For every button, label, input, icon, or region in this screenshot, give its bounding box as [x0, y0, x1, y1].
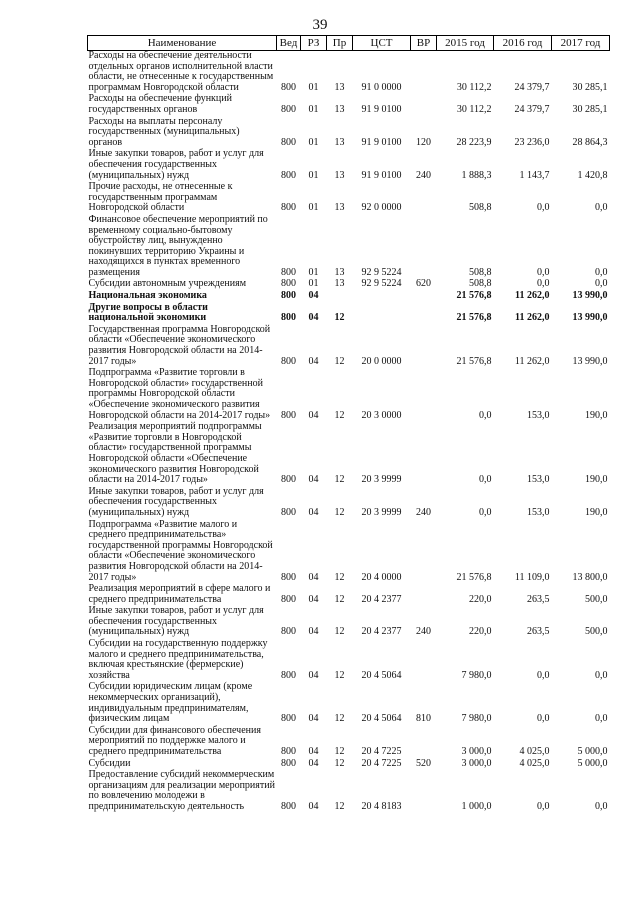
- row-pr: 12: [334, 506, 345, 518]
- page-number: 39: [312, 17, 328, 33]
- row-pr: 13: [334, 136, 345, 148]
- row-ved: 800: [281, 669, 296, 681]
- row-rz: 04: [308, 312, 319, 324]
- row-cst: 20 0 0000: [361, 355, 402, 367]
- col-header-pr: Пр: [327, 36, 353, 51]
- row-amount-2017: 0,0: [595, 800, 608, 812]
- row-amount-2017: 190,0: [585, 474, 608, 486]
- row-vr: 620: [416, 278, 431, 290]
- table-row: [88, 117, 610, 150]
- table-row: [88, 584, 610, 606]
- row-vr: [411, 368, 437, 422]
- row-name: Иные закупки товаров, работ и услуг для обеспечения государственных (муниципальных) нужд: [88, 148, 264, 181]
- row-rz: 01: [308, 278, 319, 290]
- row-amount-2015: 21 576,8: [456, 355, 492, 367]
- row-amount-2016: 153,0: [527, 506, 550, 518]
- row-cst: 91 0 0000: [361, 81, 402, 93]
- row-amount-2017: 190,0: [585, 409, 608, 421]
- row-amount-2015: 21 576,8: [456, 312, 492, 324]
- row-vr: 240: [416, 506, 431, 518]
- row-ved: 800: [281, 169, 296, 181]
- row-rz: 01: [308, 169, 319, 181]
- row-ved: 800: [281, 571, 296, 583]
- row-rz: 01: [308, 202, 319, 214]
- row-ved: 800: [281, 757, 296, 769]
- row-ved: 800: [281, 800, 296, 812]
- row-amount-2017: 0,0: [595, 669, 608, 681]
- row-pr: 12: [334, 593, 345, 605]
- row-amount-2016: 4 025,0: [519, 757, 550, 769]
- row-ved: 800: [281, 474, 296, 486]
- row-vr: [411, 520, 437, 585]
- row-vr: [411, 215, 437, 280]
- row-amount-2015: 3 000,0: [461, 746, 492, 757]
- row-rz: 01: [308, 266, 319, 278]
- row-amount-2017: 0,0: [595, 713, 608, 725]
- row-pr: 12: [334, 800, 345, 812]
- row-cst: 20 3 0000: [361, 409, 402, 421]
- row-ved: 800: [281, 278, 296, 290]
- row-vr: [411, 325, 437, 368]
- row-cst: 92 0 0000: [361, 202, 402, 214]
- row-vr: [411, 94, 437, 116]
- row-pr: 13: [334, 202, 345, 214]
- table-row: [88, 639, 610, 682]
- row-name: Расходы на обеспечение деятельности отдельных органов исполнительной власти области, не отнесенные к государственным программам Новгородской области: [88, 50, 274, 93]
- row-cst: 20 4 5064: [361, 713, 402, 725]
- row-ved: 800: [281, 81, 296, 93]
- row-rz: 01: [308, 81, 319, 93]
- row-amount-2015: 508,8: [469, 278, 492, 290]
- row-rz: 04: [308, 800, 319, 812]
- row-rz: 04: [308, 713, 319, 725]
- row-name: Реализация мероприятий подпрограммы «Развитие торговли в Новгородской области» государственной программы Новгородской области «Обеспечение экономического развития Новгородской области на 2014-2017 годы»: [88, 421, 262, 486]
- row-vr: [411, 303, 437, 325]
- row-cst: [353, 291, 411, 303]
- row-amount-2015: 1 000,0: [461, 800, 492, 812]
- row-amount-2017: 500,0: [585, 626, 608, 638]
- row-ved: 800: [281, 409, 296, 421]
- row-vr: [411, 182, 437, 215]
- row-rz: 01: [308, 136, 319, 148]
- row-amount-2015: 30 112,2: [456, 81, 492, 93]
- row-amount-2017: 5 000,0: [577, 757, 608, 769]
- row-amount-2016: 23 236,0: [514, 136, 550, 148]
- table-header-row: [88, 36, 610, 51]
- row-ved: 800: [281, 593, 296, 605]
- table-row: [88, 422, 610, 487]
- row-amount-2016: 4 025,0: [519, 746, 550, 757]
- row-ved: 800: [281, 746, 296, 757]
- col-header-2015: 2015 год: [437, 36, 494, 51]
- col-header-2017: 2017 год: [552, 36, 610, 51]
- row-name: Расходы на выплаты персоналу государственных (муниципальных) органов: [88, 115, 240, 148]
- row-amount-2017: 190,0: [585, 506, 608, 518]
- col-header-2016: 2016 год: [494, 36, 552, 51]
- table-row: [88, 51, 610, 95]
- row-amount-2015: 3 000,0: [461, 757, 492, 769]
- table-row: [88, 770, 610, 813]
- row-amount-2016: 11 262,0: [515, 290, 550, 302]
- row-amount-2017: 13 800,0: [572, 571, 608, 583]
- budget-table: [87, 35, 610, 814]
- table-row: [88, 325, 610, 368]
- row-amount-2016: 24 379,7: [514, 103, 550, 115]
- row-amount-2017: 13 990,0: [572, 312, 608, 324]
- row-amount-2017: 30 285,1: [572, 81, 608, 93]
- row-cst: 20 4 8183: [361, 800, 402, 812]
- row-name: Субсидии для финансового обеспечения мероприятий по поддержке малого и среднего предпринимательства: [88, 724, 261, 757]
- row-ved: 800: [281, 713, 296, 725]
- row-amount-2016: 1 143,7: [519, 169, 550, 181]
- row-vr: 120: [416, 136, 431, 148]
- table-row: [88, 682, 610, 725]
- row-amount-2016: 11 109,0: [514, 571, 550, 583]
- row-amount-2015: 21 576,8: [456, 571, 492, 583]
- row-ved: 800: [281, 355, 296, 367]
- row-vr: 240: [416, 626, 431, 638]
- col-header-rz: РЗ: [301, 36, 327, 51]
- row-amount-2016: 0,0: [537, 800, 550, 812]
- row-amount-2015: 220,0: [469, 593, 492, 605]
- table-row: [88, 726, 610, 759]
- row-cst: 92 9 5224: [361, 266, 402, 278]
- row-rz: 04: [308, 746, 319, 757]
- row-ved: 800: [281, 266, 296, 278]
- row-ved: 800: [281, 103, 296, 115]
- col-header-name: Наименование: [88, 36, 277, 51]
- row-vr: [411, 584, 437, 606]
- row-cst: 20 4 7225: [361, 746, 402, 757]
- row-amount-2016: 11 262,0: [514, 355, 550, 367]
- row-pr: 12: [334, 626, 345, 638]
- table-row: [88, 94, 610, 116]
- table-row: [88, 487, 610, 520]
- row-pr: 12: [334, 746, 345, 757]
- row-amount-2017: 0,0: [595, 202, 608, 214]
- row-cst: 20 4 2377: [361, 626, 402, 638]
- row-amount-2015: 7 980,0: [461, 669, 492, 681]
- table-row: [88, 291, 610, 303]
- row-name: Подпрограмма «Развитие малого и среднего предпринимательства» государственной программы Новгородской области «Обеспечение экономического развития Новгородской области на 2014-2017 годы»: [88, 518, 273, 583]
- row-amount-2017: 500,0: [585, 593, 608, 605]
- table-row: [88, 149, 610, 182]
- table-row: [88, 215, 610, 280]
- row-amount-2016: 0,0: [537, 278, 550, 290]
- row-cst: 91 9 0100: [361, 169, 402, 181]
- row-amount-2015: 0,0: [479, 409, 492, 421]
- row-cst: 20 4 2377: [361, 593, 402, 605]
- table-row: [88, 182, 610, 215]
- row-cst: 92 9 5224: [361, 278, 402, 290]
- row-amount-2016: 11 262,0: [515, 312, 550, 324]
- row-amount-2017: 28 864,3: [572, 136, 608, 148]
- row-vr: [411, 291, 437, 303]
- row-rz: 04: [308, 593, 319, 605]
- row-pr: 13: [334, 103, 345, 115]
- row-amount-2016: 263,5: [527, 626, 550, 638]
- row-pr: 12: [334, 409, 345, 421]
- row-cst: 20 4 0000: [361, 571, 402, 583]
- row-name: Прочие расходы, не отнесенные к государственным программам Новгородской области: [88, 181, 233, 214]
- col-header-vr: ВР: [411, 36, 437, 51]
- row-amount-2016: 24 379,7: [514, 81, 550, 93]
- row-amount-2015: 508,8: [469, 266, 492, 278]
- row-ved: 800: [281, 506, 296, 518]
- row-pr: 13: [334, 81, 345, 93]
- row-amount-2015: 30 112,2: [456, 103, 492, 115]
- row-amount-2016: 153,0: [527, 409, 550, 421]
- table-row: [88, 303, 610, 325]
- row-name: Расходы на обеспечение функций государственных органов: [88, 93, 232, 115]
- row-vr: [411, 422, 437, 487]
- row-vr: 520: [416, 757, 431, 769]
- row-name: Субсидии автономным учреждениям: [88, 278, 247, 290]
- row-amount-2016: 0,0: [537, 669, 550, 681]
- row-rz: 04: [308, 571, 319, 583]
- row-amount-2016: 0,0: [537, 266, 550, 278]
- row-rz: 04: [308, 669, 319, 681]
- row-pr: 12: [334, 713, 345, 725]
- row-name: Субсидии: [88, 757, 131, 769]
- row-amount-2015: 0,0: [479, 506, 492, 518]
- row-ved: 800: [281, 202, 296, 214]
- row-rz: 04: [308, 355, 319, 367]
- row-cst: 20 4 5064: [361, 669, 402, 681]
- row-vr: [411, 770, 437, 813]
- row-amount-2015: 21 576,8: [456, 290, 492, 302]
- row-name: Финансовое обеспечение мероприятий по временному социально-бытовому обустройству лиц, вынужденно покинувших территорию Украины и находящихся в пунктах временного размещения: [88, 213, 268, 278]
- table-row: [88, 368, 610, 422]
- row-pr: 13: [334, 278, 345, 290]
- row-name: Субсидии юридическим лицам (кроме некоммерческих организаций), индивидуальным предпринимателям, физическим лицам: [88, 681, 253, 725]
- row-amount-2017: 13 990,0: [572, 355, 608, 367]
- row-amount-2016: 153,0: [527, 474, 550, 486]
- row-ved: 800: [281, 312, 296, 324]
- row-rz: 04: [308, 474, 319, 486]
- row-rz: 04: [308, 409, 319, 421]
- row-rz: 04: [308, 290, 319, 302]
- row-ved: 800: [281, 290, 296, 302]
- row-amount-2016: 0,0: [537, 202, 550, 214]
- row-name: Иные закупки товаров, работ и услуг для обеспечения государственных (муниципальных) нужд: [88, 485, 264, 518]
- table-row: [88, 606, 610, 639]
- row-vr: [411, 51, 437, 95]
- row-cst: 91 9 0100: [361, 103, 402, 115]
- col-header-cst: ЦСТ: [353, 36, 411, 51]
- row-vr: [411, 726, 437, 759]
- row-pr: 12: [334, 312, 345, 324]
- row-pr: 13: [334, 266, 345, 278]
- row-pr: 12: [334, 669, 345, 681]
- row-vr: [411, 639, 437, 682]
- col-header-ved: Вед: [277, 36, 301, 51]
- row-rz: 04: [308, 506, 319, 518]
- row-vr: 810: [416, 713, 431, 725]
- row-cst: 20 4 7225: [361, 757, 402, 769]
- row-rz: 04: [308, 757, 319, 769]
- row-amount-2017: 5 000,0: [577, 746, 608, 757]
- row-amount-2015: 0,0: [479, 474, 492, 486]
- row-pr: [327, 291, 353, 303]
- row-amount-2017: 1 420,8: [577, 169, 608, 181]
- row-cst: 91 9 0100: [361, 136, 402, 148]
- row-name: Подпрограмма «Развитие торговли в Новгородской области» государственной программы Новгородской области «Обеспечение экономического развития Новгородской области на 2014-2017 годы»: [88, 367, 271, 421]
- row-rz: 04: [308, 626, 319, 638]
- row-amount-2017: 0,0: [595, 266, 608, 278]
- row-ved: 800: [281, 136, 296, 148]
- row-amount-2017: 30 285,1: [572, 103, 608, 115]
- row-amount-2015: 508,8: [469, 202, 492, 214]
- row-cst: [353, 303, 411, 325]
- row-name: Реализация мероприятий в сфере малого и среднего предпринимательства: [88, 583, 271, 605]
- row-pr: 13: [334, 169, 345, 181]
- row-pr: 12: [334, 474, 345, 486]
- row-name: Национальная экономика: [88, 290, 207, 302]
- row-name: Субсидии на государственную поддержку малого и среднего предпринимательства, включая крестьянские (фермерские) хозяйства: [88, 638, 268, 681]
- row-pr: 12: [334, 757, 345, 769]
- row-amount-2015: 1 888,3: [461, 169, 492, 181]
- row-name: Иные закупки товаров, работ и услуг для обеспечения государственных (муниципальных) нужд: [88, 605, 264, 638]
- table-row: [88, 520, 610, 585]
- row-cst: 20 3 9999: [361, 474, 402, 486]
- row-amount-2017: 0,0: [595, 278, 608, 290]
- row-amount-2015: 220,0: [469, 626, 492, 638]
- row-cst: 20 3 9999: [361, 506, 402, 518]
- row-name: Государственная программа Новгородской области «Обеспечение экономического развития Новгородской области на 2014-2017 годы»: [88, 323, 271, 367]
- row-name: Предоставление субсидий некоммерческим организациям для реализации мероприятий по вовлечению молодежи в предпринимательскую деятельность: [88, 769, 275, 812]
- row-ved: 800: [281, 626, 296, 638]
- row-name: Другие вопросы в области национальной экономики: [88, 301, 208, 324]
- row-rz: 01: [308, 103, 319, 115]
- row-amount-2015: 28 223,9: [456, 136, 492, 148]
- row-amount-2017: 13 990,0: [572, 290, 608, 302]
- row-pr: 12: [334, 571, 345, 583]
- row-amount-2016: 0,0: [537, 713, 550, 725]
- row-amount-2015: 7 980,0: [461, 713, 492, 725]
- row-vr: 240: [416, 169, 431, 181]
- row-pr: 12: [334, 355, 345, 367]
- row-amount-2016: 263,5: [527, 593, 550, 605]
